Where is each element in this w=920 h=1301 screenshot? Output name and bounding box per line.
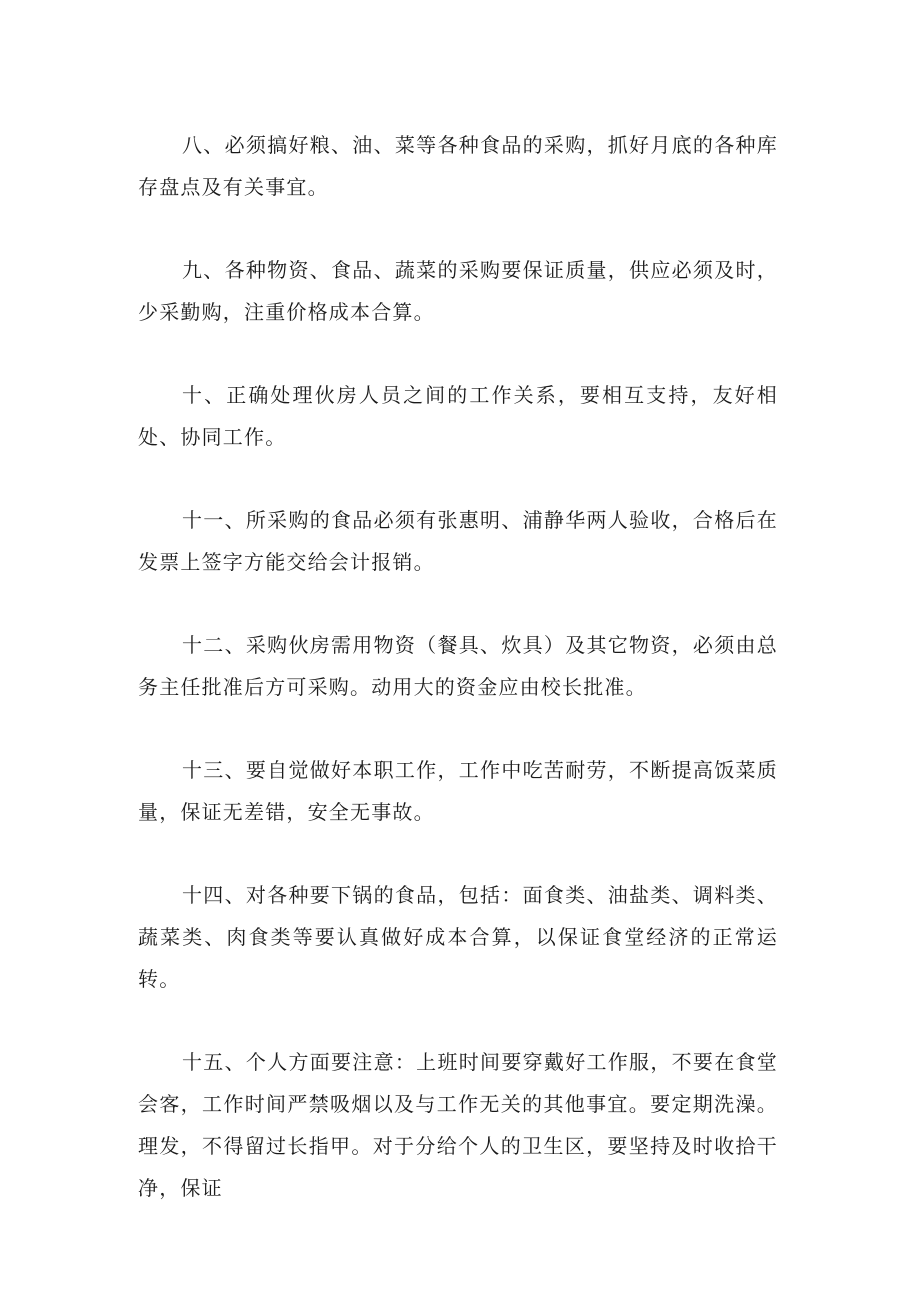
- paragraph-item-15: 十五、个人方面要注意：上班时间要穿戴好工作服，不要在食堂会客，工作时间严禁吸烟以及与工作无关的其他事宜。要定期洗澡。理发，不得留过长指甲。对于分给个人的卫生区，要坚持及时收拾干净，保证: [138, 1050, 778, 1200]
- paragraph-item-12: 十二、采购伙房需用物资（餐具、炊具）及其它物资，必须由总务主任批准后方可采购。动用大的资金应由校长批准。: [138, 633, 778, 699]
- paragraph-item-13: 十三、要自觉做好本职工作，工作中吃苦耐劳，不断提高饭菜质量，保证无差错，安全无事故。: [138, 758, 778, 824]
- paragraph-item-9: 九、各种物资、食品、蔬菜的采购要保证质量，供应必须及时，少采勤购，注重价格成本合算。: [138, 258, 778, 324]
- document-body: [138, 124, 778, 1209]
- paragraph-item-14: 十四、对各种要下锅的食品，包括：面食类、油盐类、调料类、蔬菜类、肉食类等要认真做好成本合算，以保证食堂经济的正常运转。: [138, 883, 778, 991]
- paragraph-item-8: 八、必须搞好粮、油、菜等各种食品的采购，抓好月底的各种库存盘点及有关事宜。: [138, 133, 778, 199]
- paragraph-item-11: 十一、所采购的食品必须有张惠明、浦静华两人验收，合格后在发票上签字方能交给会计报销。: [138, 508, 778, 574]
- paragraph-item-10: 十、正确处理伙房人员之间的工作关系，要相互支持，友好相处、协同工作。: [138, 383, 778, 449]
